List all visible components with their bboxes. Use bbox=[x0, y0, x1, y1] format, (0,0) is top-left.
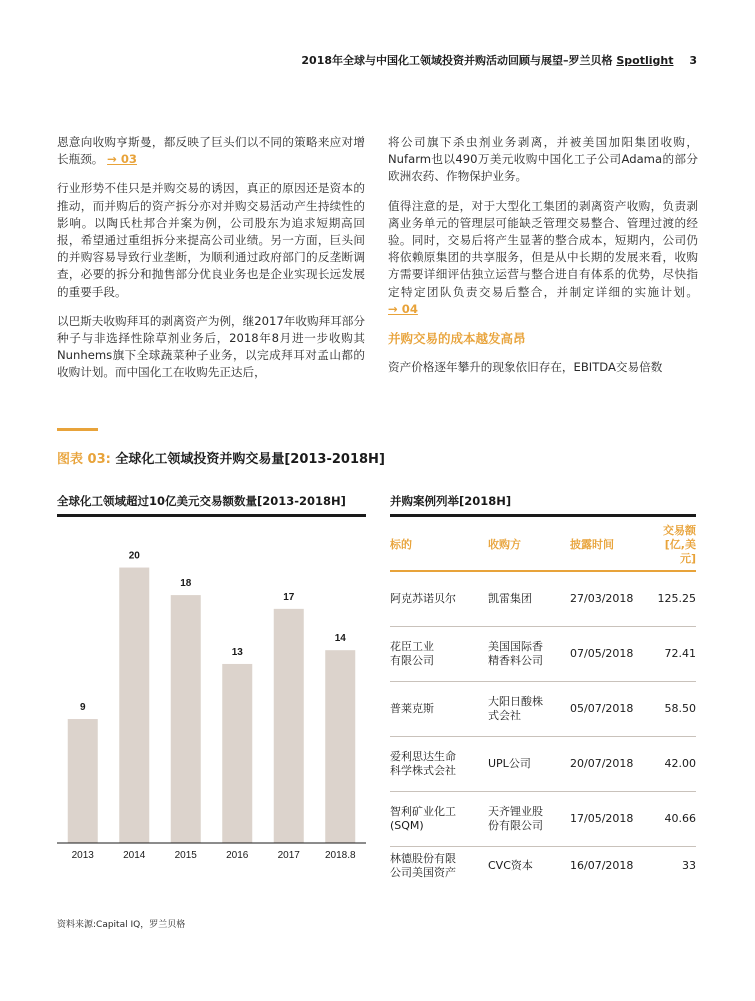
data-label: 18 bbox=[180, 578, 192, 590]
bar-2015 bbox=[171, 595, 201, 843]
cell-target: 普莱克斯 bbox=[390, 681, 488, 736]
header-amount: 交易额 [亿,美元] bbox=[654, 520, 696, 571]
cell-acquirer: 大阳日酸株 式会社 bbox=[488, 681, 570, 736]
data-label: 9 bbox=[79, 702, 86, 714]
header-acquirer: 收购方 bbox=[488, 520, 570, 571]
right-column bbox=[388, 134, 698, 388]
cell-date: 05/07/2018 bbox=[570, 681, 654, 736]
cell-acquirer: 凯雷集团 bbox=[488, 571, 570, 626]
header-spotlight: Spotlight bbox=[616, 54, 674, 67]
left-paragraph-1: 恩意向收购亨斯曼，都反映了巨头们以不同的策略来应对增长瓶颈。 → 03 bbox=[57, 135, 365, 167]
table-row bbox=[390, 736, 696, 791]
figure-number: 图表 03: bbox=[57, 452, 111, 467]
header-date: 披露时间 bbox=[570, 520, 654, 571]
x-tick-label: 2016 bbox=[226, 850, 249, 861]
cell-date: 07/05/2018 bbox=[570, 626, 654, 681]
section-divider bbox=[57, 428, 98, 431]
cell-amount: 42.00 bbox=[654, 736, 696, 791]
bar-2018.8 bbox=[325, 650, 355, 843]
figure-ref-04[interactable]: → 04 bbox=[388, 301, 418, 316]
cell-target: 林德股份有限 公司美国资产 bbox=[390, 852, 456, 880]
data-label: 20 bbox=[128, 550, 140, 562]
cell-acquirer: CVC资本 bbox=[488, 859, 533, 873]
table-title: 并购案例列举[2018H] bbox=[390, 494, 512, 508]
bar-chart bbox=[57, 520, 366, 870]
header-title: 2018年全球与中国化工领域投资并购活动回顾与展望–罗兰贝格 bbox=[301, 54, 613, 67]
cell-amount: 40.66 bbox=[654, 791, 696, 846]
cell-acquirer: 天齐锂业股 份有限公司 bbox=[488, 791, 570, 846]
cell-acquirer: 美国国际香 精香料公司 bbox=[488, 626, 570, 681]
x-tick-label: 2018.8 bbox=[324, 850, 356, 861]
chart-title: 全球化工领域超过10亿美元交易额数量[2013-2018H] bbox=[57, 494, 346, 508]
left-column bbox=[57, 134, 365, 394]
page-number: 3 bbox=[689, 54, 697, 67]
figure-ref-03[interactable]: → 03 bbox=[107, 152, 137, 167]
x-tick-label: 2017 bbox=[277, 850, 300, 861]
cell-date: 20/07/2018 bbox=[570, 736, 654, 791]
cell-amount: 33 bbox=[682, 859, 696, 873]
left-paragraph-3: 以巴斯夫收购拜耳的剥离资产为例，继2017年收购拜耳部分种子与非选择性除草剂业务后，2018年8月进一步收购其Nunhems旗下全球蔬菜种子业务，以完成拜耳对孟山都的收购计划。而中国化工在收购先正达后， bbox=[57, 313, 365, 380]
x-tick-label: 2014 bbox=[123, 850, 146, 861]
figure-title-text: 全球化工领域投资并购交易量[2013-2018H] bbox=[115, 452, 385, 467]
figure-title bbox=[57, 448, 385, 467]
x-tick-label: 2013 bbox=[71, 850, 94, 861]
cell-target: 花臣工业 有限公司 bbox=[390, 626, 488, 681]
cell-acquirer: UPL公司 bbox=[488, 736, 570, 791]
right-paragraph-1: 将公司旗下杀虫剂业务剥离，并被美国加阳集团收购，Nufarm也以490万美元收购中国化工子公司Adama的部分欧洲农药、作物保护业务。 bbox=[388, 135, 698, 184]
cell-target: 爱利思达生命 科学株式会社 bbox=[390, 736, 488, 791]
deals-table bbox=[390, 520, 696, 886]
table-row bbox=[390, 626, 696, 681]
header-target: 标的 bbox=[390, 520, 488, 571]
bar-2016 bbox=[222, 664, 252, 843]
right-paragraph-2: 值得注意的是，对于大型化工集团的剥离资产收购，负责剥离业务单元的管理层可能缺乏管理交易整合、管理过渡的经验。同时，交易后将产生显著的整合成本，短期内，公司仍将依赖原集团的共享服务，但是从中长期的发展来看，收购方需要详细评估独立运营与整合进自有体系的优势，尽快指定特定团队负责交易后整合，并制定详细的实施计划。 → 04 bbox=[388, 198, 698, 316]
cell-amount: 125.25 bbox=[654, 571, 696, 626]
table-row bbox=[390, 791, 696, 846]
cell-amount: 58.50 bbox=[654, 681, 696, 736]
table-row bbox=[390, 571, 696, 626]
right-paragraph-3: 资产价格逐年攀升的现象依旧存在，EBITDA交易倍数 bbox=[388, 360, 663, 375]
table-row bbox=[390, 681, 696, 736]
table-header-row bbox=[390, 520, 696, 571]
table-row bbox=[390, 846, 696, 886]
bar-2013 bbox=[68, 719, 98, 843]
cell-target: 智利矿业化工 (SQM) bbox=[390, 791, 488, 846]
data-label: 14 bbox=[334, 633, 346, 645]
cell-date: 16/07/2018 bbox=[570, 859, 634, 873]
bar-2017 bbox=[274, 609, 304, 843]
bar-2014 bbox=[119, 568, 149, 843]
cell-target: 阿克苏诺贝尔 bbox=[390, 571, 488, 626]
table-title-rule bbox=[390, 514, 696, 517]
left-paragraph-2: 行业形势不佳只是并购交易的诱因，真正的原因还是资本的推动，而并购后的资产拆分亦对并购交易活动产生持续性的影响。以陶氏杜邦合并案为例，公司股东为追求短期高回报，希望通过重组拆分来提高公司业绩。另一方面，巨头间的并购容易导致行业垄断，为顺利通过政府部门的反垄断调查，必要的拆分和抛售部分优良业务也是企业实现长远发展的重要手段。 bbox=[57, 181, 365, 299]
data-label: 17 bbox=[283, 591, 295, 603]
cell-amount: 72.41 bbox=[654, 626, 696, 681]
chart-title-rule bbox=[57, 514, 366, 517]
cell-date: 17/05/2018 bbox=[570, 791, 654, 846]
x-tick-label: 2015 bbox=[174, 850, 197, 861]
page-header bbox=[301, 52, 697, 68]
section-subheading: 并购交易的成本越发高昂 bbox=[388, 331, 526, 347]
source-note: 资料来源:Capital IQ，罗兰贝格 bbox=[57, 920, 186, 930]
data-label: 13 bbox=[231, 646, 243, 658]
cell-date: 27/03/2018 bbox=[570, 571, 654, 626]
